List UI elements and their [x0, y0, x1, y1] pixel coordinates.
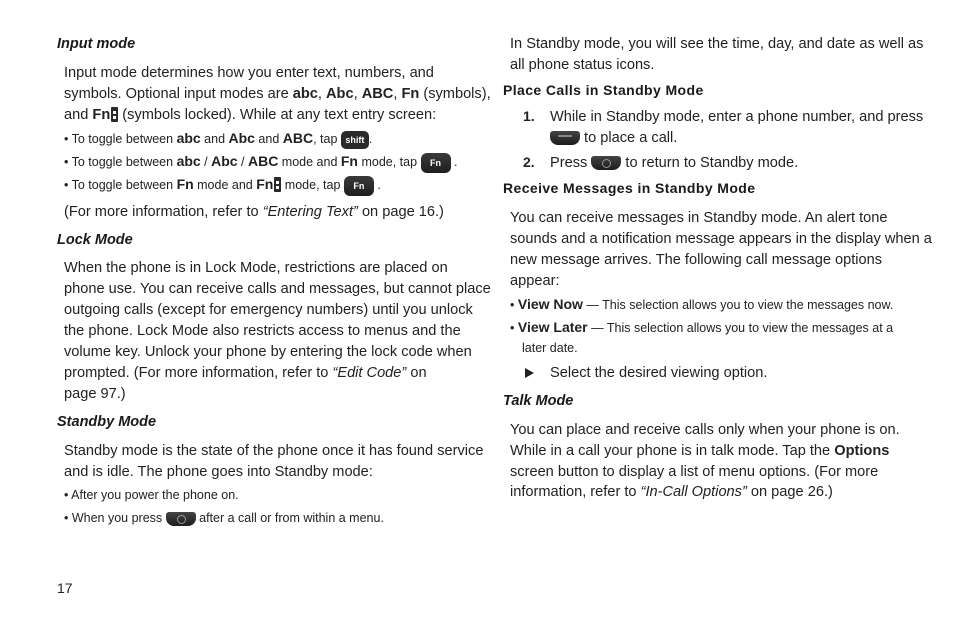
lock-mode-line-5: volume key. Unlock your phone by entering the lock code when: [64, 344, 472, 360]
end-key-icon: [591, 156, 621, 170]
talk-line-1: You can place and receive calls only when your phone is on.: [510, 422, 900, 438]
input-bullet-1: • To toggle between abc and Abc and ABC, tap shift .: [64, 129, 372, 149]
lock-mode-heading: Lock Mode: [57, 232, 133, 248]
step-number-2: 2.: [523, 154, 535, 170]
view-later-bullet-cont: later date.: [522, 341, 578, 355]
fn-key-icon: Fn: [421, 153, 451, 173]
talk-line-2: While in a call your phone is in talk mode. Tap the Options: [510, 443, 890, 459]
page-number: 17: [57, 580, 73, 596]
lock-mode-line-1: When the phone is in Lock Mode, restrictions are placed on: [64, 260, 448, 276]
input-mode-heading: Input mode: [57, 36, 136, 52]
receive-messages-heading: Receive Messages in Standby Mode: [503, 180, 756, 196]
standby-line-1: Standby mode is the state of the phone once it has found service: [64, 443, 484, 459]
select-viewing-option: Select the desired viewing option.: [550, 365, 768, 381]
lock-mode-line-6: prompted. (For more information, refer to “Edit Code” on: [64, 365, 427, 381]
standby-line-2: and is idle. The phone goes into Standby mode:: [64, 464, 373, 480]
talk-line-3: screen button to display a list of menu options. (For more: [510, 464, 879, 480]
lock-mode-line-7: page 97.): [64, 386, 126, 402]
input-mode-line-3: and Fn (symbols locked). While at any text entry screen:: [64, 107, 437, 123]
view-now-bullet: • View Now — This selection allows you to view the messages now.: [510, 296, 894, 312]
lock-mode-line-2: phone use. You can receive calls and messages, but cannot place: [64, 281, 491, 297]
receive-line-1: You can receive messages in Standby mode. An alert tone: [510, 210, 888, 226]
lock-icon: [274, 177, 281, 192]
receive-line-3: new message arrives. The following call message options: [510, 252, 883, 268]
standby-mode-heading: Standby Mode: [57, 414, 157, 430]
place-calls-step-2: Press to return to Standby mode.: [550, 155, 799, 171]
end-key-icon: [166, 512, 196, 526]
receive-line-4: appear:: [510, 273, 560, 289]
standby-intro-line-1: In Standby mode, you will see the time, day, and date as well as: [510, 36, 924, 52]
receive-line-2: sounds and a notification message appears in the display when a: [510, 231, 932, 247]
input-mode-line-2: symbols. Optional input modes are abc, Abc, ABC, Fn (symbols),: [64, 86, 491, 102]
shift-key-icon: shift: [341, 131, 369, 149]
entering-text-link[interactable]: “Entering Text”: [262, 204, 358, 220]
standby-bullet-1: • After you power the phone on.: [64, 488, 239, 502]
input-bullet-3: • To toggle between Fn mode and Fn mode, tap Fn .: [64, 175, 381, 196]
lock-icon: [111, 107, 118, 122]
standby-intro-line-2: all phone status icons.: [510, 57, 655, 73]
place-calls-step-1-line-1: While in Standby mode, enter a phone number, and press: [550, 109, 924, 125]
talk-line-4: information, refer to “In-Call Options” on page 26.): [510, 484, 833, 500]
lock-mode-line-3: outgoing calls (except for emergency numbers) until you unlock: [64, 302, 473, 318]
fn-key-icon: Fn: [344, 176, 374, 196]
talk-mode-heading: Talk Mode: [503, 393, 574, 409]
place-calls-step-1-line-2: to place a call.: [550, 128, 677, 149]
edit-code-link[interactable]: “Edit Code”: [332, 365, 407, 381]
view-later-bullet: • View Later — This selection allows you to view the messages at a: [510, 319, 894, 335]
step-arrow-icon: [525, 368, 534, 378]
input-mode-line-1: Input mode determines how you enter text, numbers, and: [64, 65, 434, 81]
in-call-options-link[interactable]: “In-Call Options”: [640, 484, 747, 500]
input-bullet-2: • To toggle between abc / Abc / ABC mode and Fn mode, tap Fn .: [64, 152, 458, 173]
lock-mode-line-4: the phone. Lock Mode also restricts access to menus and the: [64, 323, 461, 339]
send-key-icon: [550, 131, 580, 145]
place-calls-heading: Place Calls in Standby Mode: [503, 82, 704, 98]
standby-bullet-2: • When you press after a call or from within a menu.: [64, 511, 384, 525]
step-number-1: 1.: [523, 108, 535, 124]
input-mode-note: (For more information, refer to “Entering Text” on page 16.): [64, 204, 444, 220]
